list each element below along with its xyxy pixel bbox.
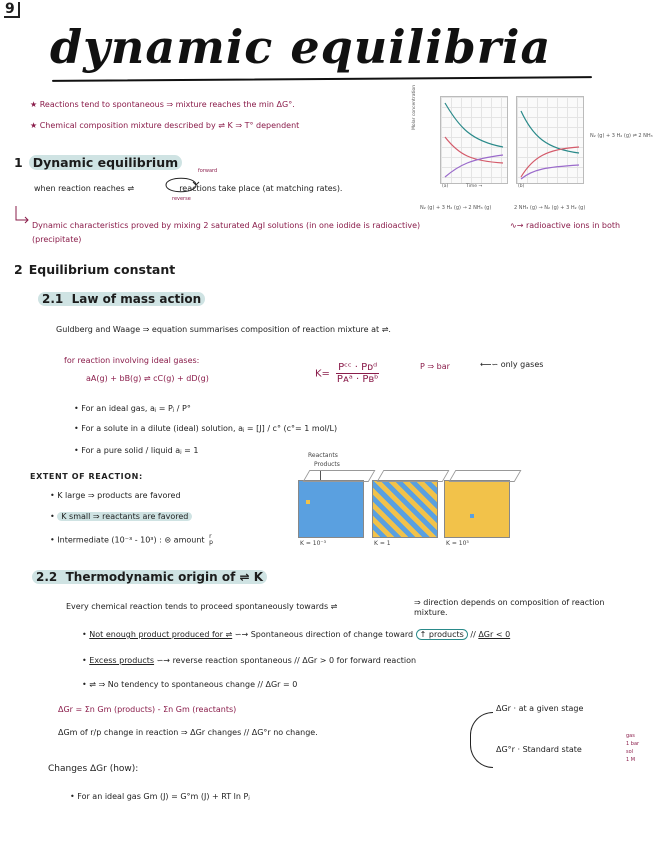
section-1-line-2-right: ∿→ radioactive ions in both xyxy=(510,221,621,230)
extent-heading: EXTENT OF REACTION: xyxy=(30,472,143,481)
beaker-k-small-top xyxy=(303,470,376,482)
section-1-line-2: Dynamic characteristics proved by mixing 2 saturated AgI solutions (in one iodide is radioactive) xyxy=(32,221,421,230)
section-1-line-1: when reaction reaches ⇌ reactions take place (at matching rates). xyxy=(34,184,343,193)
sub22-bullet-2: • Excess products ∽→ reverse reaction spontaneous // ΔGr > 0 for forward reaction xyxy=(82,656,417,665)
page-number: 9 xyxy=(4,2,20,18)
ideal-gas-gm-line: • For an ideal gas Gm (J) = G°m (J) + RT ln Pⱼ xyxy=(70,792,250,801)
title-underline xyxy=(52,76,592,82)
activity-bullet-3: • For a pure solid / liquid aⱼ = 1 xyxy=(74,446,199,455)
figure-caption-right: 2 NH₃ (g) → N₂ (g) + 3 H₂ (g) xyxy=(514,205,586,211)
figure-caption-left: N₂ (g) + 3 H₂ (g) → 2 NH₃ (g) xyxy=(420,205,492,211)
forward-label: forward xyxy=(198,168,218,174)
beaker-k-one-top xyxy=(377,470,450,482)
only-gases-note: ⟵∽ only gases xyxy=(480,360,544,369)
section-2-1-heading: 2.1 Law of mass action xyxy=(38,292,205,306)
section-1-heading: 1 Dynamic equilibrium xyxy=(14,155,182,170)
page-title: dynamic equilibria xyxy=(50,20,552,74)
beaker-k-one xyxy=(372,480,438,538)
plot-y-axis-label: Molar concentration xyxy=(412,84,417,130)
delta-g-formula: ΔGr = Σn Gm (products) - Σn Gm (reactants) xyxy=(58,705,237,714)
beaker-k-label-3: K = 10³ xyxy=(446,540,469,547)
section-2-2-heading: 2.2 Thermodynamic origin of ⇌ K xyxy=(32,570,267,584)
beaker-k-label-2: K = 1 xyxy=(374,540,391,547)
sub22-bullet-3: • ⇌ ⇒ No tendency to spontaneous change // ΔGr = 0 xyxy=(82,680,298,689)
section-2-heading: 2 Equilibrium constant xyxy=(14,262,176,277)
intro-line-2: ★ Chemical composition mixture described by ⇌ K ⇒ T° dependent xyxy=(30,121,300,130)
beaker-k-large xyxy=(444,480,510,538)
forward-reverse-cycle-icon xyxy=(160,174,202,196)
delta-gm-line: ΔGm of r/p change in reaction ⇒ ΔGr changes // ΔG°r no change. xyxy=(58,728,318,737)
section-1-line-2-tail: (precipitate) xyxy=(32,235,82,244)
beaker-k-large-top xyxy=(449,470,522,482)
concentration-plot-b xyxy=(516,96,584,184)
standard-state-notes: gas 1 bar sol 1 M xyxy=(626,733,640,763)
plot-b-sub-label: (b) xyxy=(518,184,525,189)
beaker-label-products: Products xyxy=(314,461,340,468)
delta-g-given-stage: ΔGr · at a given stage xyxy=(496,704,584,713)
p-bar-note: P ⇒ bar xyxy=(420,362,450,371)
extent-item-large: • K large ⇒ products are favored xyxy=(50,491,181,500)
sub22-line-1: Every chemical reaction tends to proceed spontaneously towards ⇌ xyxy=(66,602,338,611)
figure-right-equation: N₂ (g) + 3 H₂ (g) ⇌ 2 NH₃ xyxy=(590,133,653,139)
reverse-label: reverse xyxy=(172,196,191,202)
concentration-plot-a xyxy=(440,96,508,184)
delta-g-standard-state: ΔG°r · Standard state xyxy=(496,745,582,754)
l-arrow-icon xyxy=(14,206,32,226)
extent-item-small: • K small ⇒ reactants are favored xyxy=(50,512,192,522)
changes-heading: Changes ΔGr (how): xyxy=(48,764,139,774)
extent-item-intermediate: • Intermediate (10⁻³ - 10³) : ⊜ amount r p xyxy=(50,533,213,546)
ideal-gases-label: for reaction involving ideal gases: xyxy=(64,356,200,365)
k-expression: K= $\frac{\text{Pᶜᶜ · Pᴅᵈ}}{\text{Pᴀᵃ · Pʙᵇ}}$ xyxy=(315,362,379,385)
plot-a-sub-label: (a) xyxy=(442,184,449,189)
beaker-k-label-1: K = 10⁻³ xyxy=(300,540,326,547)
activity-bullet-2: • For a solute in a dilute (ideal) solution, aⱼ = [J] / c° (c°= 1 mol/L) xyxy=(74,424,338,433)
beaker-k-small-product-dot xyxy=(306,500,310,504)
general-reaction: aA(g) + bB(g) ⇌ cC(g) + dD(g) xyxy=(86,374,209,383)
intro-line-1: ★ Reactions tend to spontaneous ⇒ mixture reaches the min ΔG°. xyxy=(30,100,295,109)
plot-x-axis-label: Time → xyxy=(466,184,483,189)
beaker-k-small xyxy=(298,480,364,538)
beaker-label-reactants: Reactants xyxy=(308,452,338,459)
activity-bullet-1: • For an ideal gas, aⱼ = Pⱼ / P° xyxy=(74,404,191,413)
bracket-shape xyxy=(470,712,493,768)
mass-action-line: Guldberg and Waage ⇒ equation summarises composition of reaction mixture at ⇌. xyxy=(56,325,391,334)
sub22-bullet-1: • Not enough product produced for ⇌ ∽→ Spontaneous direction of change toward ↑ products // ΔGr < 0 xyxy=(82,630,511,639)
beaker-k-large-reactant-dot xyxy=(470,514,474,518)
sub22-line-1-right: ⇒ direction depends on composition of reaction mixture. xyxy=(414,598,605,617)
